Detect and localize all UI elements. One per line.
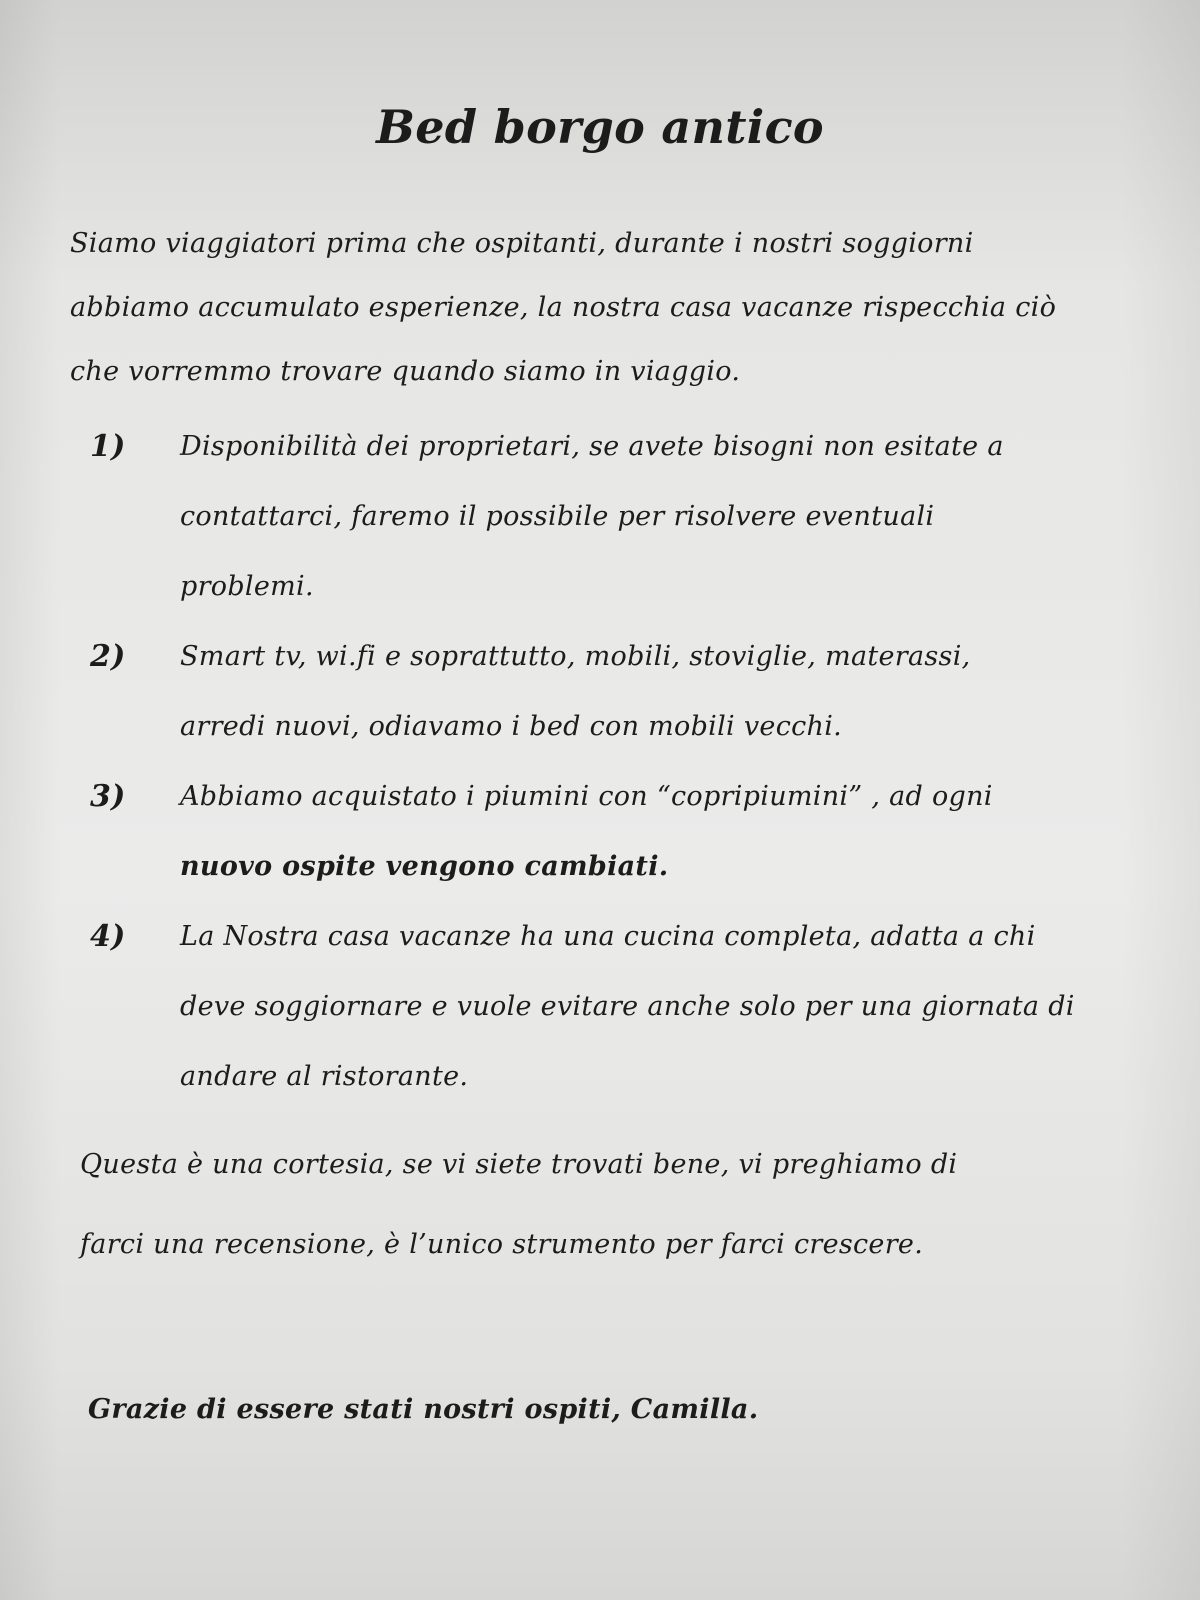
list-item-line: nuovo ospite vengono cambiati.	[180, 851, 669, 882]
list-item-line: contattarci, faremo il possibile per risolvere eventuali	[180, 501, 935, 532]
list-item	[90, 902, 1150, 1112]
intro-line: abbiamo accumulato esperienze, la nostra casa vacanze rispecchia ciò	[70, 292, 1057, 323]
list-item-number: 3)	[90, 779, 126, 814]
list-item	[90, 622, 1150, 762]
list-item-line: Disponibilità dei proprietari, se avete bisogni non esitate a	[180, 431, 1004, 462]
intro-paragraph	[70, 212, 1150, 404]
paper-shadow-left	[0, 0, 60, 1600]
closing-line: Questa è una cortesia, se vi siete trovati bene, vi preghiamo di	[80, 1149, 958, 1180]
list-item-line: problemi.	[180, 571, 314, 602]
list-item-line: La Nostra casa vacanze ha una cucina completa, adatta a chi	[180, 921, 1036, 952]
intro-line: che vorremmo trovare quando siamo in viaggio.	[70, 356, 741, 387]
list-item-line: deve soggiornare e vuole evitare anche solo per una giornata di	[180, 991, 1075, 1022]
signoff: Grazie di essere stati nostri ospiti, Camilla.	[88, 1394, 759, 1425]
numbered-list	[90, 412, 1150, 1112]
list-item-line: Abbiamo acquistato i piumini con “copripiumini” , ad ogni	[180, 781, 993, 812]
list-item-line: Smart tv, wi.fi e soprattutto, mobili, stoviglie, materassi,	[180, 641, 971, 672]
intro-line: Siamo viaggiatori prima che ospitanti, durante i nostri soggiorni	[70, 228, 974, 259]
list-item-number: 2)	[90, 639, 126, 674]
list-item-number: 4)	[90, 919, 126, 954]
list-item-number: 1)	[90, 429, 126, 464]
list-item	[90, 412, 1150, 622]
document-title: Bed borgo antico	[376, 100, 824, 154]
closing-line: farci una recensione, è l’unico strumento per farci crescere.	[80, 1229, 924, 1260]
list-item-line: andare al ristorante.	[180, 1061, 469, 1092]
list-item-line: arredi nuovi, odiavamo i bed con mobili vecchi.	[180, 711, 843, 742]
closing-paragraph	[80, 1125, 1160, 1285]
list-item	[90, 762, 1150, 902]
